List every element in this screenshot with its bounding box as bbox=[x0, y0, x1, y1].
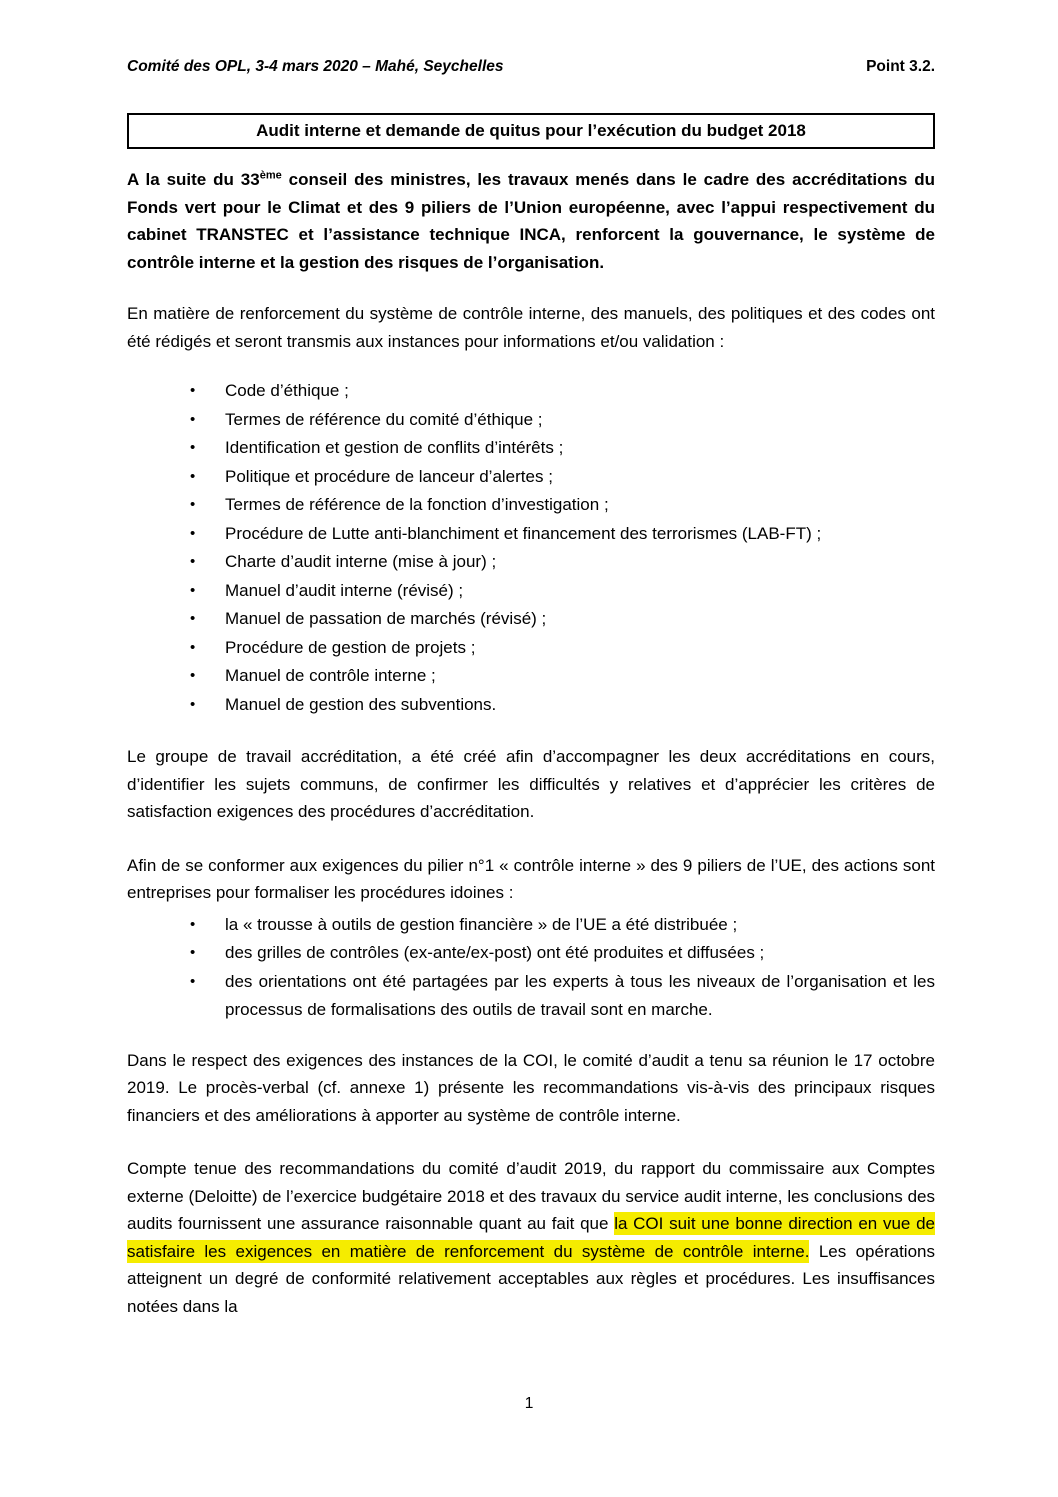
ordinal-superscript: ème bbox=[259, 169, 282, 182]
bullet-icon: • bbox=[190, 467, 196, 485]
bullet-icon: • bbox=[190, 915, 196, 933]
paragraph-renforcement: En matière de renforcement du système de contrôle interne, des manuels, des politiques et des codes ont été rédigés et seront transmis aux instances pour informations et/ou validation : bbox=[127, 304, 935, 351]
document-list-item-text: Code d’éthique ; bbox=[225, 381, 349, 400]
document-list-item bbox=[127, 406, 935, 435]
document-list-item-text: Termes de référence de la fonction d’investigation ; bbox=[225, 495, 609, 514]
action-list-item bbox=[127, 968, 935, 1025]
document-list-item-text: Politique et procédure de lanceur d’alertes ; bbox=[225, 466, 553, 486]
paragraph-intro-text-post: conseil des ministres, les travaux menés dans le cadre des accréditations du Fonds vert pour le Climat et des 9 piliers de l’Union européenne, avec l’appui respectivement du cabinet TRANSTEC et l’assistance technique INCA, renforcent la gouvernance, le système de contrôle interne et la gestion des risques de l’organisation. bbox=[127, 170, 935, 272]
bullet-icon: • bbox=[190, 439, 196, 456]
document-list-item bbox=[127, 662, 935, 691]
document-list-item-text: Manuel de gestion des subventions. bbox=[225, 694, 497, 714]
paragraph-conclusion-text-pre: Compte tenue des recommandations du comité d’audit 2019, du rapport du commissaire aux Comptes externe (Deloitte) de l’exercice budgétaire 2018 et des travaux du service audit interne, les conclusions des audits fournissent une assurance raisonnable quant au fait que bbox=[127, 1159, 935, 1233]
header-meeting-info: Comité des OPL, 3-4 mars 2020 – Mahé, Seychelles bbox=[127, 58, 504, 75]
paragraph-intro-text-pre: A la suite du 33 bbox=[127, 170, 260, 189]
document-list-item-text: Procédure de Lutte anti-blanchiment et financement des terrorismes (LAB-FT) ; bbox=[225, 523, 822, 543]
document-list-item bbox=[127, 634, 935, 663]
document-list-item-text: Identification et gestion de conflits d’intérêts ; bbox=[225, 438, 564, 457]
highlighted-text: la COI suit une bonne direction en vue de satisfaire les exigences en matière de renforcement du système de contrôle interne. bbox=[127, 1214, 935, 1261]
document-list-item-text: Termes de référence du comité d’éthique ; bbox=[225, 409, 543, 429]
bullet-icon: • bbox=[190, 410, 196, 428]
paragraph-comite-audit: Dans le respect des exigences des instances de la COI, le comité d’audit a tenu sa réunion le 17 octobre 2019. Le procès-verbal (cf. annexe 1) présente les recommandations vis-à-vis des principaux risques financiers et des améliorations à apporter au système de contrôle interne. bbox=[127, 1050, 935, 1125]
bullet-icon: • bbox=[190, 695, 196, 713]
bullet-icon: • bbox=[190, 581, 196, 599]
bullet-icon: • bbox=[190, 972, 196, 990]
document-list-item-text: Manuel de passation de marchés (révisé) ; bbox=[225, 609, 547, 628]
document-list-item bbox=[127, 463, 935, 492]
action-list-item-text: des orientations ont été partagées par les experts à tous les niveaux de l’organisation et les processus de formalisations des outils de travail sont en marche. bbox=[225, 971, 935, 1019]
bullet-icon: • bbox=[190, 610, 196, 627]
paragraph-conclusion bbox=[127, 1155, 935, 1320]
document-list-item bbox=[127, 691, 935, 720]
document-list-item-text: Charte d’audit interne (mise à jour) ; bbox=[225, 552, 497, 571]
document-list-item bbox=[127, 377, 935, 406]
paragraph-groupe-travail: Le groupe de travail accréditation, a été créé afin d’accompagner les deux accréditations en cours, d’identifier les sujets communs, de confirmer les difficultés y relatives et d’apprécier les critères de satisfaction exigences des procédures d’accréditation. bbox=[127, 747, 935, 821]
documents-bullet-list bbox=[127, 377, 935, 719]
action-list-item bbox=[127, 911, 935, 940]
document-list-item-text: Manuel de contrôle interne ; bbox=[225, 666, 436, 685]
document-list-item bbox=[127, 434, 935, 463]
document-header bbox=[127, 58, 935, 76]
bullet-icon: • bbox=[190, 382, 196, 399]
bullet-icon: • bbox=[190, 944, 196, 961]
paragraph-conclusion-text-post: Les opérations atteignent un degré de conformité relativement acceptables aux règles et procédures. Les insuffisances notées dans la bbox=[127, 1241, 935, 1316]
document-list-item-text: Procédure de gestion de projets ; bbox=[225, 637, 476, 657]
document-list-item-text: Manuel d’audit interne (révisé) ; bbox=[225, 580, 464, 600]
document-list-item bbox=[127, 548, 935, 577]
action-list-item-text: des grilles de contrôles (ex-ante/ex-post) ont été produites et diffusées ; bbox=[225, 943, 765, 962]
page-number: 1 bbox=[524, 1395, 534, 1412]
bullet-icon: • bbox=[190, 496, 196, 513]
bullet-icon: • bbox=[190, 553, 196, 570]
action-list-item bbox=[127, 939, 935, 968]
header-point-number: Point 3.2. bbox=[866, 58, 935, 75]
actions-bullet-list bbox=[127, 911, 935, 1025]
document-title: Audit interne et demande de quitus pour l’exécution du budget 2018 bbox=[256, 121, 806, 140]
document-list-item bbox=[127, 577, 935, 606]
paragraph-intro bbox=[127, 166, 935, 276]
document-list-item bbox=[127, 605, 935, 634]
action-list-item-text: la « trousse à outils de gestion financière » de l’UE a été distribuée ; bbox=[225, 914, 738, 934]
paragraph-pilier: Afin de se conformer aux exigences du pilier n°1 « contrôle interne » des 9 piliers de l’UE, des actions sont entreprises pour formaliser les procédures idoines : bbox=[127, 855, 935, 902]
bullet-icon: • bbox=[190, 524, 196, 542]
document-title-box bbox=[127, 113, 935, 149]
bullet-icon: • bbox=[190, 667, 196, 684]
bullet-icon: • bbox=[190, 638, 196, 656]
document-list-item bbox=[127, 520, 935, 549]
document-list-item bbox=[127, 491, 935, 520]
